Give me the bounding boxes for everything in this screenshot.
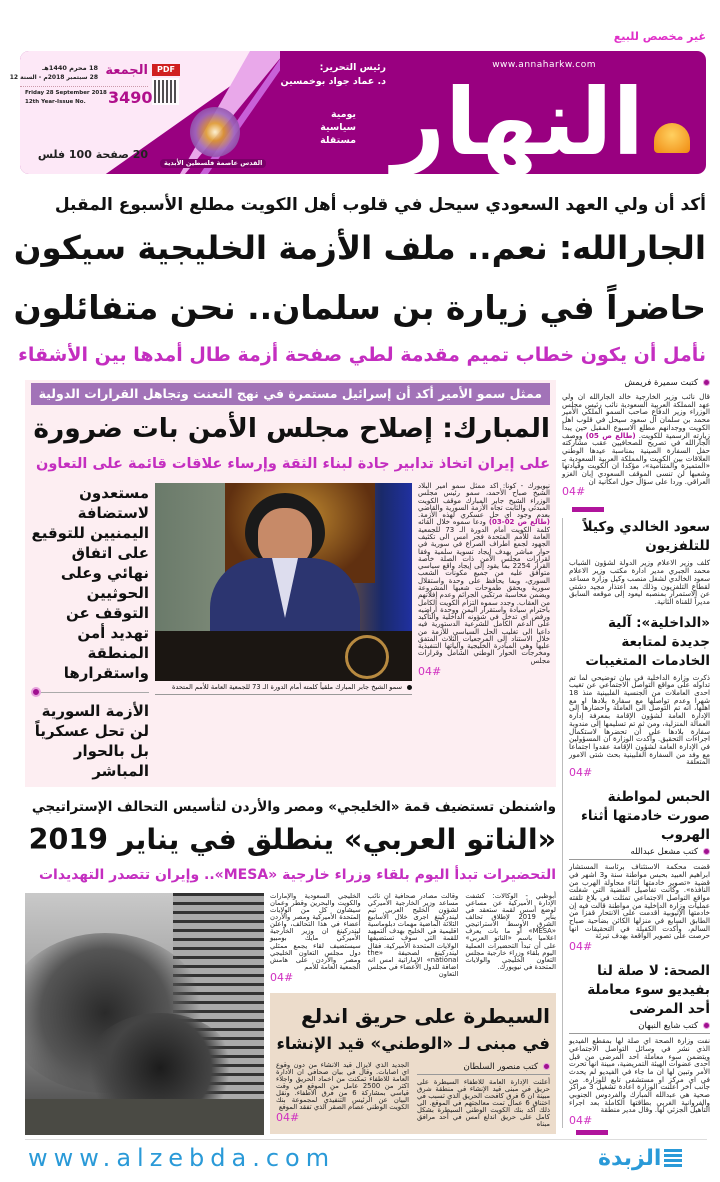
sidebar-body: ذكرت وزارة الداخلية في بيان توضيحي لما تم تداوله على مواقع التواصل الاجتماعي عن تغيب احدى العاملات من الجنسية الفلبينية منذ 18 شهرا وعدم تواصلها مع سفارة بلادها او مع اهلها، انه تم التوصل الى العاملة واحضارها إلى الإدارة العامة لشؤون الإقامة بمعرفة إدارة العمالة المنزلية، ومن ثم تم تسليمها إلى مندوبة سفارة بلادها على أن تحضرها لاستكمال اجراءات التحقيق. وأكدت الوزارة ان المسؤولين في الإدارة العامة لشؤون الإقامة عقدوا اجتماعا مع وفد من السفارة الفلبينية بحث شتى الامور المتعلقة	[569, 672, 710, 767]
bullet-icon	[31, 687, 41, 697]
nato-column	[270, 893, 361, 985]
page-ref-link[interactable]: (طالع ص 02-03)	[488, 518, 550, 527]
lead-body-p2: ووصف الجارالله في تصريح للصحافيين عقب مشاركته حفل السفارة الصينية بمناسبة عيدها الوطني العلاقات بين الكويت والمملكة العربية السعودية بـ «المتميزة والمتنامية»، مؤكدا ان الكويت وقيادتها وشعبها لن تنسى الموقف السعودي إبان الغزو العراقي. وردا على سؤال حول امكانية ان	[562, 430, 710, 486]
fire-headline[interactable]	[276, 1003, 550, 1057]
sun-icon	[654, 123, 690, 153]
speaker-photo	[155, 483, 412, 681]
lead-byline	[562, 378, 710, 390]
fire-headline-line-2: في مبنى لـ «الوطني» قيد الإنشاء	[276, 1033, 550, 1053]
section-marker	[576, 1130, 608, 1135]
mubarak-subhead: على إيران اتخاذ تدابير جادة لبناء الثقة وإرساء علاقات قائمة على التعاون	[36, 456, 550, 472]
mubarak-headline[interactable]: المبارك: إصلاح مجلس الأمن بات ضرورة	[33, 413, 550, 444]
date-divider	[20, 86, 148, 87]
caption-text: سمو الشيخ جابر المبارك ملقياً كلمته أمام الدورة الـ 73 للجمعية العامة للأمم المتحدة	[172, 683, 402, 691]
tagline-daily: يومية	[330, 109, 356, 120]
sidebar-body: قضت محكمة الاستئناف برئاسة المستشار ابراهيم العبيد بحبس مواطنة سنة و3 اشهر في قضية «تصوير خادمتها اثناء محاولة الهرب من النافذة». وكانت تفاصيل القضية التي شغلت مواقع التواصل الاجتماعي تمثلت في بلاغ تلقته عمليات وزارة الداخلية من مواطنة قالت فيه إن خادمتها الإثيوبية أقدمت على الانتحار قفزا من الطابق السابع في منزلها الكائن بضاحية صباح السالم، وأكدت الكفيلة في التحقيقات انها حرصت على تصوير الواقعة بهدف تبرئة	[569, 862, 710, 941]
zebda-logo-text: الزبدة	[598, 1146, 662, 1171]
mubarak-body-p2: ودعا سموه خلال القائه كلمة الكويت أمام الدورة الـ 73 للجمعية العامة للأمم المتحدة فجر امس الى تكثيف الجهود لجمع اطراف الصراع في سورية في حوار مباشر يهدف إيجاد تسوية سلمية وفقا لقرارات مجلس الأمن ذات الصلة خاصة القرار 2254 بما يقود إلى إيجاد واقع سياسي متوافق عليه من جميع مكونات الشعب السوري، وبما يحافظ على وحدة واستقلال سورية ويحقق طموحات شعبها المشروعة ويضمن محاسبة مرتكبي الجرائم وعدم إفلاتهم من العقاب. وجدد سموه التزام الكويت الكامل باحترام سيادة واستقرار اليمن ووحدة أراضيه ورفض اي تدخل في شؤونه الداخلية والتأكيد على الدعم الكامل للشرعية الدستورية فيه داعيا الى تغليب الحل السياسي للأزمة من خلال الاستناد إلى المرجعيات الثلاث المتفق عليها وهي المبادرة الخليجية وآلياتها التنفيذية ومخرجات الحوار الوطني الشامل وقرارات مجلس	[418, 518, 551, 665]
byline-text: كتب مشعل عبدالله	[630, 847, 698, 858]
day-label: الجمعة	[105, 63, 148, 78]
zebda-logo	[598, 1145, 682, 1173]
section-marker	[572, 507, 604, 512]
editor-name: د. عماد جواد بوخمسين	[280, 76, 386, 87]
mubarak-story	[25, 380, 556, 787]
lead-body-p1: قال نائب وزير الخارجية خالد الجارالله ان ولي عهد المملكة العربية السعودية نائب رئيس مجلس الوزراء وزير الدفاع صاحب السمو الملكي الأمير محمد بن سلمان آل سعود سيحل في قلوب اهل الكويت ووجدانهم مطلع الاسبوع المقبل حين يبدأ زيارته الرسمية للكويت.	[562, 392, 710, 440]
fire-headline-line-1: السيطرة على حريق اندلع	[300, 1003, 550, 1028]
nato-column: وقالت مصادر صحافية ان نائب مساعد وزير الخارجية الأميركي لشؤون الخليج العربي تيم ليندركينغ اجرى خلال الأسابيع الثلاثة الماضية مهمات دبلوماسية اقليمية في الخليج بهدف التمهيد للقمة التي سوف تستضيفها الولايات المتحدة الأميركية. فقال ليندركينغ لصحيفة «the national» الإماراتية امس انه اضافة للدول الأعضاء في مجلس التعاون	[367, 892, 459, 978]
lead-headline-line-2[interactable]: حاضراً في زيارة بن سلمان.. نحن متفائلون	[13, 288, 706, 327]
sidebar-byline	[569, 1021, 710, 1034]
sidebar-headline[interactable]: الحبس لمواطنة صورت خادمتها أثناء الهروب	[580, 789, 710, 844]
mubarak-banner: ممثل سمو الأمير أكد أن إسرائيل مستمرة في نهج التعنت وتجاهل القرارات الدولية	[31, 383, 550, 405]
date-english: Friday 28 September 2018	[25, 90, 107, 96]
tagline-independent: مستقلة	[320, 135, 356, 146]
sidebar-headline[interactable]: سعود الخالدي وكيلاً للتلفزيون	[582, 519, 710, 555]
byline-text: كتبت سميرة فريمش	[624, 378, 698, 388]
continued-link[interactable]: 04#	[418, 665, 442, 679]
photo-column	[155, 483, 412, 781]
sidebar-item-health	[569, 962, 710, 1128]
pull-quote-2: الأزمة السورية لن تحل عسكرياً بل بالحوار المباشر	[34, 702, 149, 780]
footer-website[interactable]: www.alzebda.com	[28, 1144, 336, 1172]
mubarak-body	[418, 483, 550, 781]
bullet-icon	[407, 685, 412, 690]
bullet-icon	[703, 379, 710, 386]
sidebar-item-prison	[569, 788, 710, 954]
jerusalem-emblem	[190, 107, 240, 157]
lead-subhead: نأمل أن يكون خطاب تميم مقدمة لطي صفحة أزمة طال أمدها بين الأشقاء	[18, 344, 706, 366]
page-ref-link[interactable]: (طالع ص 05)	[585, 430, 636, 440]
nato-row	[25, 893, 556, 1135]
nato-subhead: التحضيرات تبدأ اليوم بلقاء وزراء خارجية «MESA».. وإيران تتصدر التهديدات	[38, 867, 556, 883]
fire-body	[276, 1062, 550, 1129]
continued-link[interactable]: 04#	[269, 970, 294, 984]
emblem-text: القدس عاصمة فلسطين الأبدية	[160, 159, 266, 168]
not-for-sale-label: غير مخصص للبيع	[613, 30, 706, 43]
nato-headline[interactable]: «الناتو العربي» ينطلق في يناير 2019	[28, 823, 556, 856]
byline-text: كتب شايع النبهان	[638, 1021, 698, 1032]
fire-col-left	[276, 1062, 409, 1129]
pull-quotes	[31, 483, 149, 781]
sidebar-stories	[562, 518, 710, 1128]
continued-link[interactable]: 04#	[276, 1111, 300, 1125]
lead-kicker: أكد أن ولي العهد السعودي سيحل في قلوب أهل الكويت مطلع الأسبوع المقبل	[54, 195, 706, 215]
mubarak-row	[31, 483, 550, 781]
year-issue: 12th Year-Issue No.	[25, 99, 86, 105]
nato-column: أبوظبي - الوكالات: كشفت الإدارة الأميركية عن مساعي لوضع أسس لقمة ستعقد في يناير 2019 لإطلاق تحالف الشرق الأوسط الاستراتيجي «MESA» أو ما بات يعرف اعلاميا باسم «الناتو العربي» على أن تبدأ التحضيرات العملية اليوم بلقاء وزراء خارجية مجلس التعاون الخليجي والولايات المتحدة في نيويورك.	[465, 892, 556, 971]
sidebar-byline	[569, 847, 710, 860]
fire-col-right	[417, 1062, 550, 1129]
lines-icon	[664, 1149, 682, 1169]
sidebar	[562, 378, 710, 1134]
issue-number: 3490	[108, 88, 153, 107]
lead-column	[562, 378, 710, 499]
sidebar-item-khalidi	[569, 518, 710, 605]
gregorian-date: 28 سبتمبر 2018م - السنة 12	[9, 74, 98, 81]
pages-price: 20 صفحة 100 فلس	[37, 148, 148, 161]
nato-body	[270, 893, 556, 985]
byline-text: كتب منصور السلطان	[463, 1061, 538, 1072]
fire-body-left-text: الجديد الذي لايزال قيد الانشاء من دون وقوع اي اصابات. وقال في بيان صحافي ان الادارة العامة للاطفاء تمكنت من اخماد الحريق واجلاء اكثر من 2500 عامل من الموقع في وقت قياسي بمشاركة 6 من فرق الاطفاء. ونقل البيان عن الرئيس التنفيذي لمجموعة بنك الكويت الوطني عصام الصقر الذي تفقد الموقع	[276, 1060, 410, 1112]
sidebar-headline[interactable]: الصحة: لا صلة لنا بفيديو سوء معاملة أحد المرضى	[587, 963, 710, 1018]
footer-divider	[25, 1139, 707, 1140]
fire-body-right: أعلنت الإدارة العامة للاطفاء السيطرة على حريق في مبنى قيد الإنشاء في منطقة شرق مبينة ان 6 فرق كافحت الحريق الذي تسبب في اختناق 6 عمال تمت معالجتهم في الموقع. الى ذلك أكد بنك الكويت الوطني السيطرة بشكل كامل على حريق اندلع امس في أحد مرافق مبناه	[417, 1077, 551, 1129]
pull-quote-1: مستعدون لاستضافة اليمنيين للتوقيع على اتفاق نهائي وعلى الحوثيين التوقف عن تهديد أمن المنطقة واستقرارها	[31, 484, 149, 682]
hijri-date: 18 محرم 1440هـ	[42, 64, 98, 72]
masthead	[9, 51, 706, 176]
nato-kicker: واشنطن تستضيف قمة «الخليجي» ومصر والأردن لتأسيس التحالف الإستراتيجي	[31, 799, 556, 815]
continued-link[interactable]: 04#	[569, 766, 593, 780]
tagline	[316, 108, 356, 147]
mubarak-body-p1: نيويورك - كونا: اكد ممثل سمو امير البلاد الشيخ صباح الأحمد، سمو رئيس مجلس الوزراء الشيخ جابر المبارك موقف الكويت المبدئي والثابت تجاه الأزمة السورية والقاضي بعدم وجود اي حل عسكري لهذه الأزمة.	[418, 482, 550, 520]
fire-story	[270, 993, 556, 1135]
sidebar-headline[interactable]: «الداخلية»: آلية جديدة لمتابعة الخادمات المتغيبات	[585, 614, 710, 669]
sidebar-body: نفت وزارة الصحة اي صلة لها بمقطع الفيديو الذي نشر في وسائل التواصل الاجتماعي ويتضمن سوء معاملة احد المرضى من قبل احدى عضوات الهيئة التمريضية، مبينة انها تحرت الأمر وتبين لها ان ما جاء في الفيديو لم يحدث في اي مركز او مستشفى تابع للوزارة. من جانب اخر أعلنت الوزارة اعادة تشغيل 3 مراكز صحية هي عبدالله المبارك والفردوس الجنوبي والفروانية الغربي بطاقتها الكاملة بعد اجراء التأهيل الجزئي لها. وقال مدير منطقة	[569, 1036, 710, 1115]
logo-annahar: النهار	[392, 69, 644, 176]
main-column	[25, 380, 556, 1135]
continued-link[interactable]: 04#	[569, 1114, 593, 1128]
sidebar-item-interior	[569, 614, 710, 780]
fire-photo	[25, 893, 264, 1135]
tagline-political: سياسية	[320, 122, 356, 133]
nato-right	[270, 893, 556, 1135]
bullet-icon	[703, 1022, 710, 1029]
photo-caption	[155, 681, 412, 695]
bullet-icon	[543, 1063, 550, 1070]
continued-link[interactable]: 04#	[562, 485, 586, 499]
website[interactable]: www.annaharkw.com	[492, 60, 596, 70]
pdf-button[interactable]: PDF	[152, 64, 180, 76]
bullet-icon	[703, 848, 710, 855]
qr-code-icon[interactable]	[154, 80, 177, 103]
lead-headline-line-1[interactable]: الجارالله: نعم.. ملف الأزمة الخليجية سيكون	[13, 229, 706, 267]
continued-link[interactable]: 04#	[569, 940, 593, 954]
fire-byline	[417, 1062, 550, 1075]
sidebar-body: كلف وزير الاعلام وزير الدولة لشؤون الشباب محمد الجبري مدير ادارة مكتب وزير الاعلام سعود الخالدي لشغل منصب وكيل وزارة مساعد لقطاع التلفزيون وذلك بعد اعتذار مجيد دشتي عن الاستمرار بمنصبه ليعود إلى موقعه السابق مديراً للقناة الثانية.	[569, 558, 710, 606]
editor-label: رئيس التحرير:	[319, 62, 386, 73]
lead-body	[562, 393, 710, 485]
nato-column-text: الخليجي السعودية والإمارات والكويت والبحرين وقطر وعمان سيشاون كل من الولايات المتحدة الأميركية ومصر والأردن أعضاء في هذا التحالف، واعلن ليندركينغ ان وزير الخارجية الأميركي مايك بومبيو سيستضيف لقاء يجمع ممثلي دول مجلس التعاون الخليجي ومصر والأردن على هامش الجمعية العامة للأمم	[269, 892, 361, 971]
quote-divider	[31, 687, 149, 697]
